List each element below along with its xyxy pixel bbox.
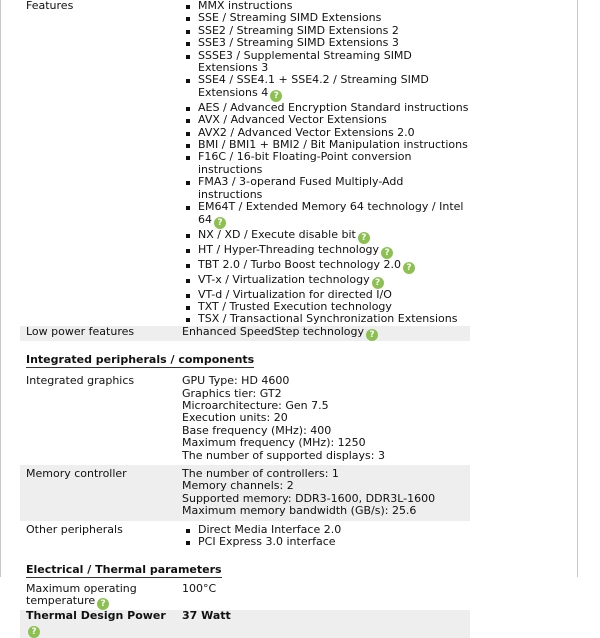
feature-text: NX / XD / Execute disable bit [198,227,356,241]
help-icon[interactable]: ? [28,626,40,638]
memory-value [176,465,470,521]
low-power-row [20,326,470,341]
feature-text: TSX / Transactional Synchronization Extensions [198,312,458,326]
graphics-label: Integrated graphics [26,374,135,388]
spec-line: Maximum memory bandwidth (GB/s): 25.6 [182,504,417,518]
feature-text: MMX instructions [198,0,293,12]
feature-text: HT / Hyper-Threading technology [198,242,380,256]
help-icon[interactable]: ? [372,277,384,289]
max-temp-label [20,583,176,610]
max-temp-row [20,583,470,610]
other-peripherals-label: Other peripherals [26,522,123,536]
feature-text: F16C / 16-bit Floating-Point conversion instructions [198,150,412,176]
low-power-value [176,326,470,341]
peripheral-item: Direct Media Interface 2.0 [182,524,470,536]
help-icon[interactable]: ? [366,329,378,341]
help-icon[interactable]: ? [381,247,393,259]
help-icon[interactable]: ? [358,232,370,244]
peripheral-item: PCI Express 3.0 interface [182,536,470,548]
other-peripherals-list [182,524,470,549]
tdp-value: 37 Watt [176,610,470,637]
feature-item [182,176,470,201]
feature-text: FMA3 / 3-operand Fused Multiply-Add instructions [198,175,404,201]
spec-line: Graphics tier: GT2 [182,386,282,400]
features-list [182,0,470,326]
feature-text: BMI / BMI1 + BMI2 / Bit Manipulation instructions [198,138,468,152]
other-peripherals-value [176,521,470,552]
feature-item [182,313,470,325]
help-icon[interactable]: ? [214,217,226,229]
feature-item [182,50,470,75]
graphics-row [20,372,470,465]
help-icon[interactable]: ? [403,262,415,274]
max-temp-label-text: Maximum operating temperature [26,581,137,608]
section-title-integrated: Integrated peripherals / components [26,352,255,366]
feature-text: TXT / Trusted Execution technology [198,299,392,313]
low-power-text: Enhanced SpeedStep technology [182,324,365,338]
scrollbar[interactable] [586,0,600,577]
specs-table [20,0,470,638]
feature-text: AVX / Advanced Vector Extensions [198,113,387,127]
feature-item [182,244,470,259]
electrical-section-header [20,551,470,582]
feature-text: EM64T / Extended Memory 64 technology / Intel 64 [198,200,464,226]
spec-line: The number of supported displays: 3 [182,448,385,462]
feature-text: SSE / Streaming SIMD Extensions [198,11,382,25]
feature-text: SSE2 / Streaming SIMD Extensions 2 [198,23,399,37]
specs-content [20,0,470,638]
spec-line: Supported memory: DDR3-1600, DDR3L-1600 [182,491,436,505]
feature-text: SSE4 / SSE4.1 + SSE4.2 / Streaming SIMD Extensions 4 [198,73,429,99]
feature-text: VT-d / Virtualization for directed I/O [198,287,392,301]
features-label: Features [26,0,74,12]
tdp-label [20,610,176,637]
feature-item [182,151,470,176]
spec-line: Memory channels: 2 [182,479,294,493]
feature-text: AVX2 / Advanced Vector Extensions 2.0 [198,125,415,139]
feature-text: TBT 2.0 / Turbo Boost technology 2.0 [198,257,402,271]
feature-item [182,229,470,244]
spec-line: Execution units: 20 [182,411,288,425]
integrated-section-header [20,341,470,372]
other-peripherals-row [20,521,470,552]
graphics-value [176,372,470,465]
tdp-label-text: Thermal Design Power [26,609,166,623]
spec-line: Microarchitecture: Gen 7.5 [182,398,329,412]
help-icon[interactable]: ? [97,598,109,610]
tdp-row [20,610,470,637]
spec-line: The number of controllers: 1 [182,466,339,480]
max-temp-value: 100°C [182,581,217,595]
section-title-electrical: Electrical / Thermal parameters [26,563,222,577]
feature-item [182,201,470,228]
features-value [176,0,470,326]
feature-text: VT-x / Virtualization technology [198,272,370,286]
memory-row [20,465,470,521]
spec-line: Maximum frequency (MHz): 1250 [182,436,366,450]
feature-text: SSSE3 / Supplemental Streaming SIMD Extensions 3 [198,48,412,75]
help-icon[interactable]: ? [270,90,282,102]
features-row [20,0,470,326]
feature-item [182,274,470,289]
feature-text: AES / Advanced Encryption Standard instructions [198,100,469,114]
spec-line: Base frequency (MHz): 400 [182,423,332,437]
feature-item [182,259,470,274]
spec-line: GPU Type: HD 4600 [182,374,290,388]
memory-label: Memory controller [20,465,176,521]
feature-text: SSE3 / Streaming SIMD Extensions 3 [198,36,399,50]
low-power-label: Low power features [20,326,176,341]
feature-item [182,74,470,101]
